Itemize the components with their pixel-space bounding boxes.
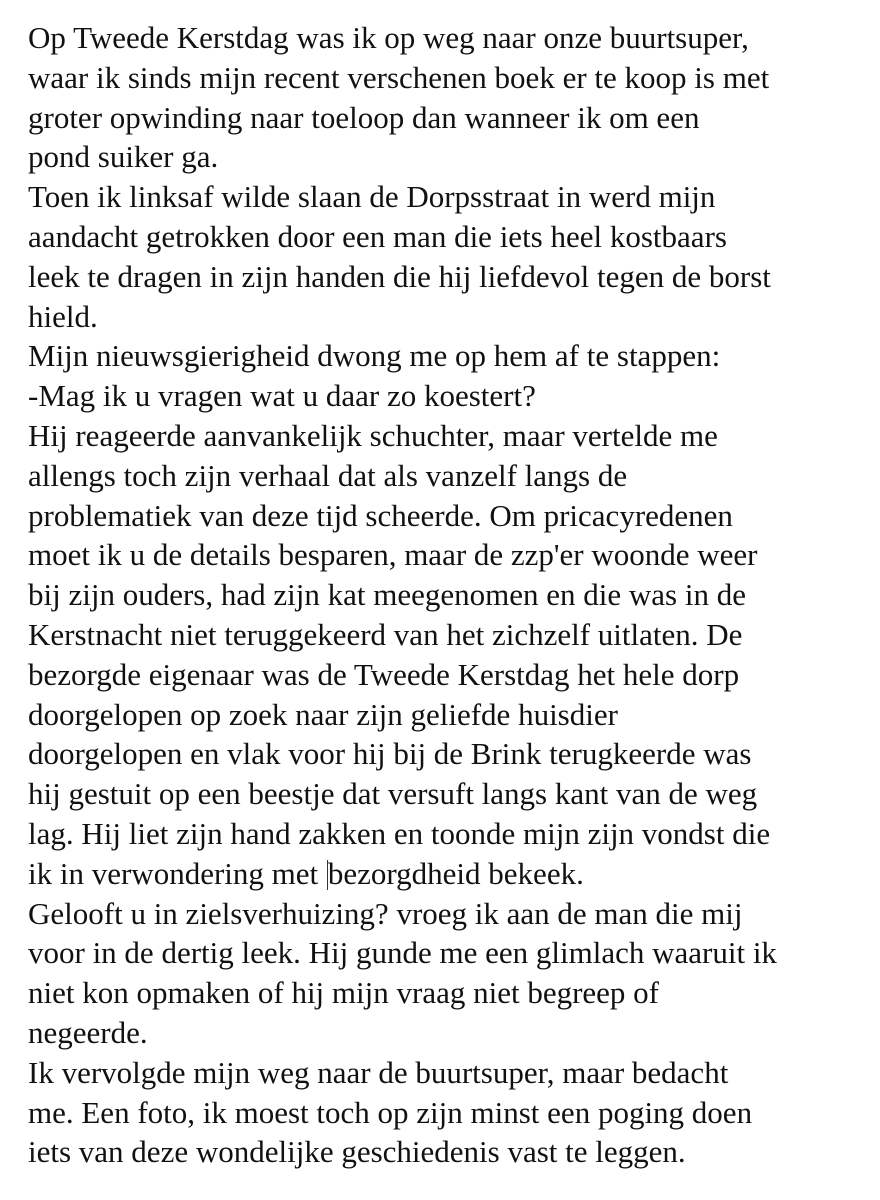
text-line: problematiek van deze tijd scheerde. Om pricacyredenen bbox=[28, 497, 733, 533]
text-line: Gelooft u in zielsverhuizing? vroeg ik aan de man die mij bbox=[28, 895, 743, 931]
text-line: pond suiker ga. bbox=[28, 139, 219, 175]
text-line-with-caret bbox=[28, 854, 873, 894]
text-line: negeerde. bbox=[28, 1014, 148, 1050]
text-line: doorgelopen en vlak voor hij bij de Brink terugkeerde was bbox=[28, 736, 752, 772]
text-before-caret: ik in verwondering met bbox=[28, 855, 326, 891]
text-line: aandacht getrokken door een man die iets heel kostbaars bbox=[28, 218, 727, 254]
text-line: Op Tweede Kerstdag was ik op weg naar onze buurtsuper, bbox=[28, 20, 749, 55]
text-line: doorgelopen op zoek naar zijn geliefde huisdier bbox=[28, 696, 618, 732]
text-line: Toen ik linksaf wilde slaan de Dorpsstraat in werd mijn bbox=[28, 179, 716, 215]
text-line: Hij reageerde aanvankelijk schuchter, maar vertelde me bbox=[28, 417, 718, 453]
text-line: iets van deze wondelijke geschiedenis vast te leggen. bbox=[28, 1134, 686, 1170]
text-line: leek te dragen in zijn handen die hij liefdevol tegen de borst bbox=[28, 258, 771, 294]
text-line: Kerstnacht niet teruggekeerd van het zichzelf uitlaten. De bbox=[28, 616, 743, 652]
text-line: voor in de dertig leek. Hij gunde me een glimlach waaruit ik bbox=[28, 935, 777, 971]
text-line: bij zijn ouders, had zijn kat meegenomen en die was in de bbox=[28, 577, 746, 613]
text-line: moet ik u de details besparen, maar de zzp'er woonde weer bbox=[28, 537, 758, 573]
text-line: groter opwinding naar toeloop dan wanneer ik om een bbox=[28, 99, 700, 135]
text-line: Mijn nieuwsgierigheid dwong me op hem af te stappen: bbox=[28, 338, 721, 374]
text-line: allengs toch zijn verhaal dat als vanzelf langs de bbox=[28, 457, 628, 493]
text-line: waar ik sinds mijn recent verschenen boek er te koop is met bbox=[28, 59, 770, 95]
text-after-caret: bezorgdheid bekeek. bbox=[327, 855, 584, 891]
text-line: -Mag ik u vragen wat u daar zo koestert? bbox=[28, 378, 536, 414]
document-body[interactable] bbox=[28, 18, 873, 1172]
text-line: niet kon opmaken of hij mijn vraag niet begreep of bbox=[28, 975, 660, 1011]
text-line: hield. bbox=[28, 298, 98, 334]
text-line: Ik vervolgde mijn weg naar de buurtsuper, maar bedacht bbox=[28, 1054, 729, 1090]
text-line: hij gestuit op een beestje dat versuft langs kant van de weg bbox=[28, 776, 758, 812]
text-line: me. Een foto, ik moest toch op zijn minst een poging doen bbox=[28, 1094, 753, 1130]
text-line: bezorgde eigenaar was de Tweede Kerstdag het hele dorp bbox=[28, 656, 740, 692]
text-line: lag. Hij liet zijn hand zakken en toonde mijn zijn vondst die bbox=[28, 815, 771, 851]
